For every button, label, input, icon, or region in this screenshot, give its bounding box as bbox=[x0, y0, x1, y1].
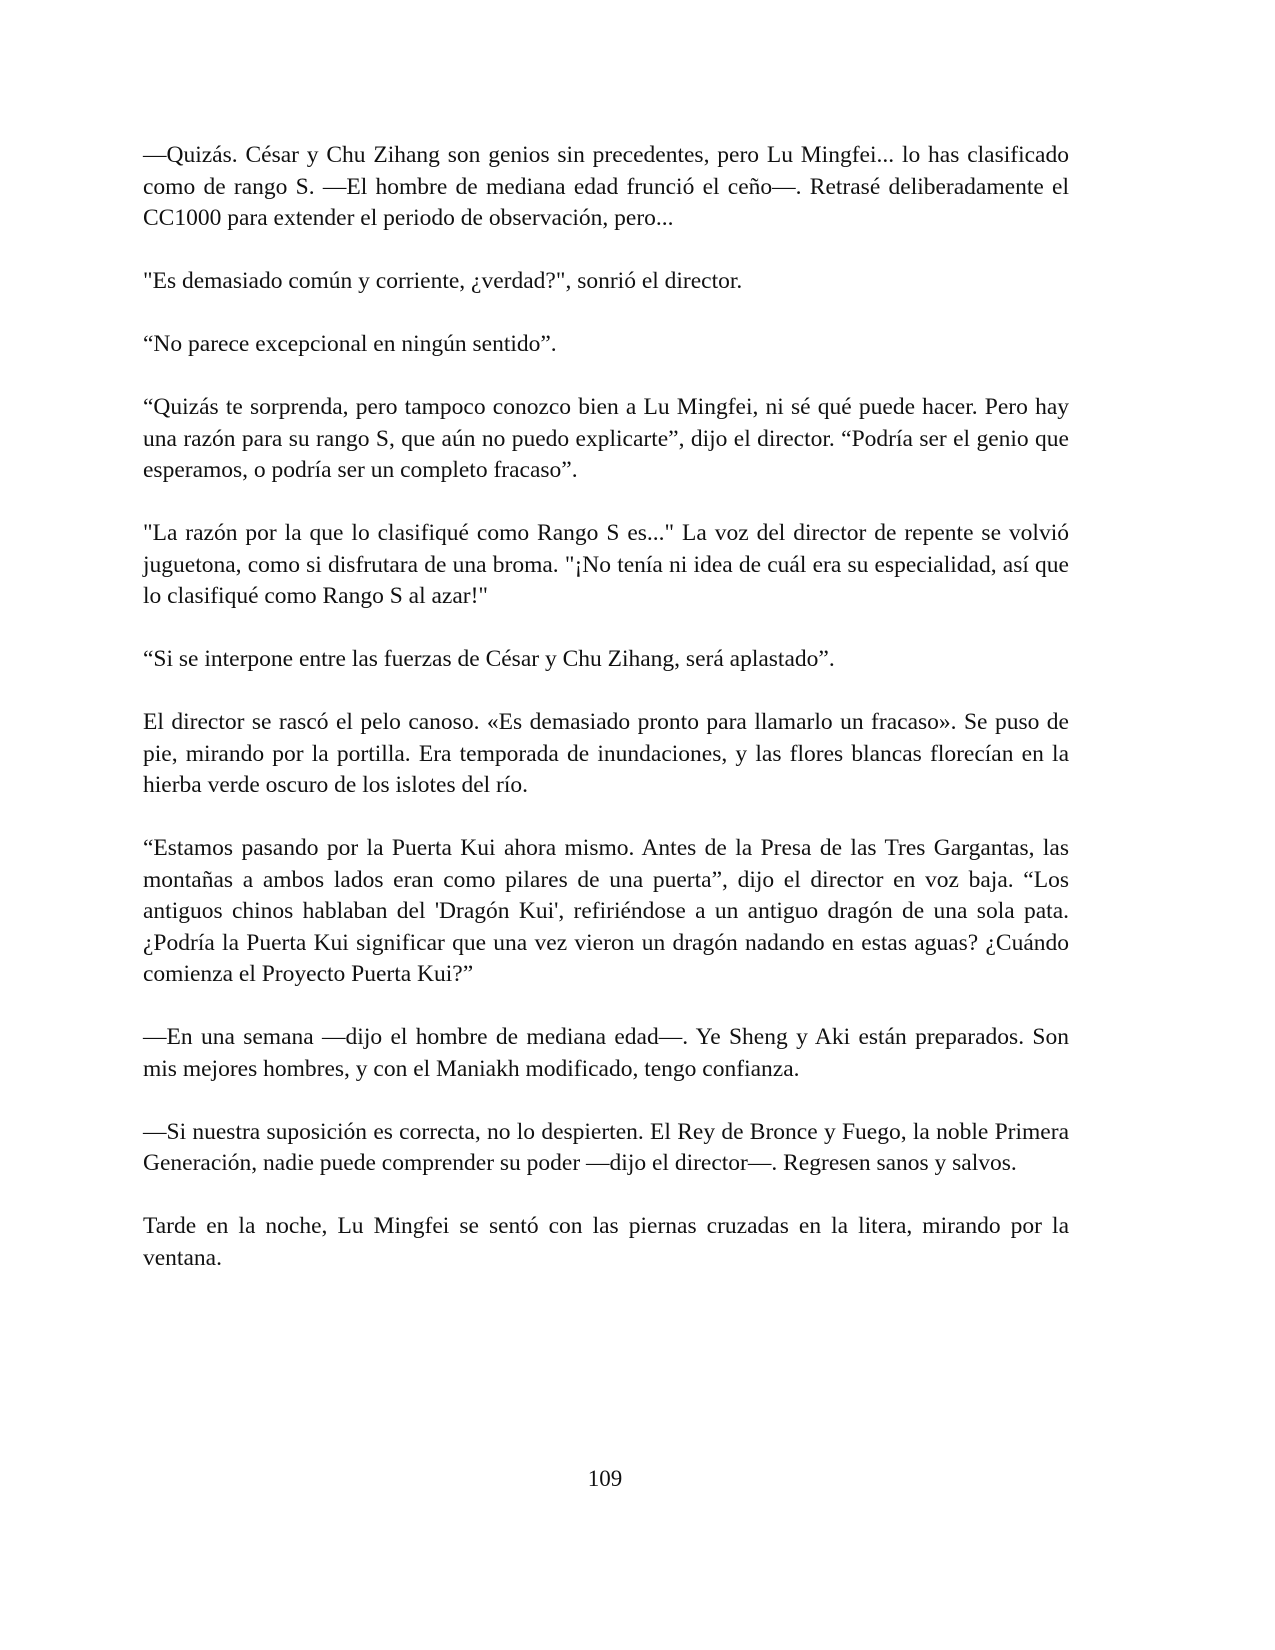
paragraph: "Es demasiado común y corriente, ¿verdad?", sonrió el director. bbox=[143, 268, 743, 294]
paragraph: “Estamos pasando por la Puerta Kui ahora mismo. Antes de la Presa de las Tres Gargantas, las montañas a ambos lados eran como pilares de una puerta”, dijo el director en voz baja. “Los antiguos chinos hablaban del 'Dragón Kui', refiriéndose a un antiguo dragón de una sola pata. ¿Podría la Puerta Kui significar que una vez vieron un dragón nadando en estas aguas? ¿Cuándo comienza el Proyecto Puerta Kui?” bbox=[143, 835, 1069, 987]
page-body bbox=[143, 140, 1069, 1306]
paragraph: El director se rascó el pelo canoso. «Es demasiado pronto para llamarlo un fracaso». Se puso de pie, mirando por la portilla. Era temporada de inundaciones, y las flores blancas florecían en la hierba verde oscuro de los islotes del río. bbox=[143, 709, 1069, 798]
paragraph: “Quizás te sorprenda, pero tampoco conozco bien a Lu Mingfei, ni sé qué puede hacer. Pero hay una razón para su rango S, que aún no puedo explicarte”, dijo el director. “Podría ser el genio que esperamos, o podría ser un completo fracaso”. bbox=[143, 394, 1069, 483]
paragraph: “Si se interpone entre las fuerzas de César y Chu Zihang, será aplastado”. bbox=[143, 646, 835, 672]
paragraph: “No parece excepcional en ningún sentido”. bbox=[143, 331, 557, 357]
paragraph: Tarde en la noche, Lu Mingfei se sentó con las piernas cruzadas en la litera, mirando por la ventana. bbox=[143, 1213, 1069, 1271]
paragraph: "La razón por la que lo clasifiqué como Rango S es..." La voz del director de repente se volvió juguetona, como si disfrutara de una broma. "¡No tenía ni idea de cuál era su especialidad, así que lo clasifiqué como Rango S al azar!" bbox=[143, 520, 1069, 609]
paragraph: —Si nuestra suposición es correcta, no lo despierten. El Rey de Bronce y Fuego, la noble Primera Generación, nadie puede comprender su poder —dijo el director—. Regresen sanos y salvos. bbox=[143, 1118, 1069, 1176]
paragraph: —En una semana —dijo el hombre de mediana edad—. Ye Sheng y Aki están preparados. Son mis mejores hombres, y con el Maniakh modificado, tengo confianza. bbox=[143, 1024, 1069, 1082]
page-number: 109 bbox=[587, 1466, 623, 1491]
paragraph: —Quizás. César y Chu Zihang son genios sin precedentes, pero Lu Mingfei... lo has clasificado como de rango S. —El hombre de mediana edad frunció el ceño—. Retrasé deliberadamente el CC1000 para extender el periodo de observación, pero... bbox=[143, 142, 1069, 231]
